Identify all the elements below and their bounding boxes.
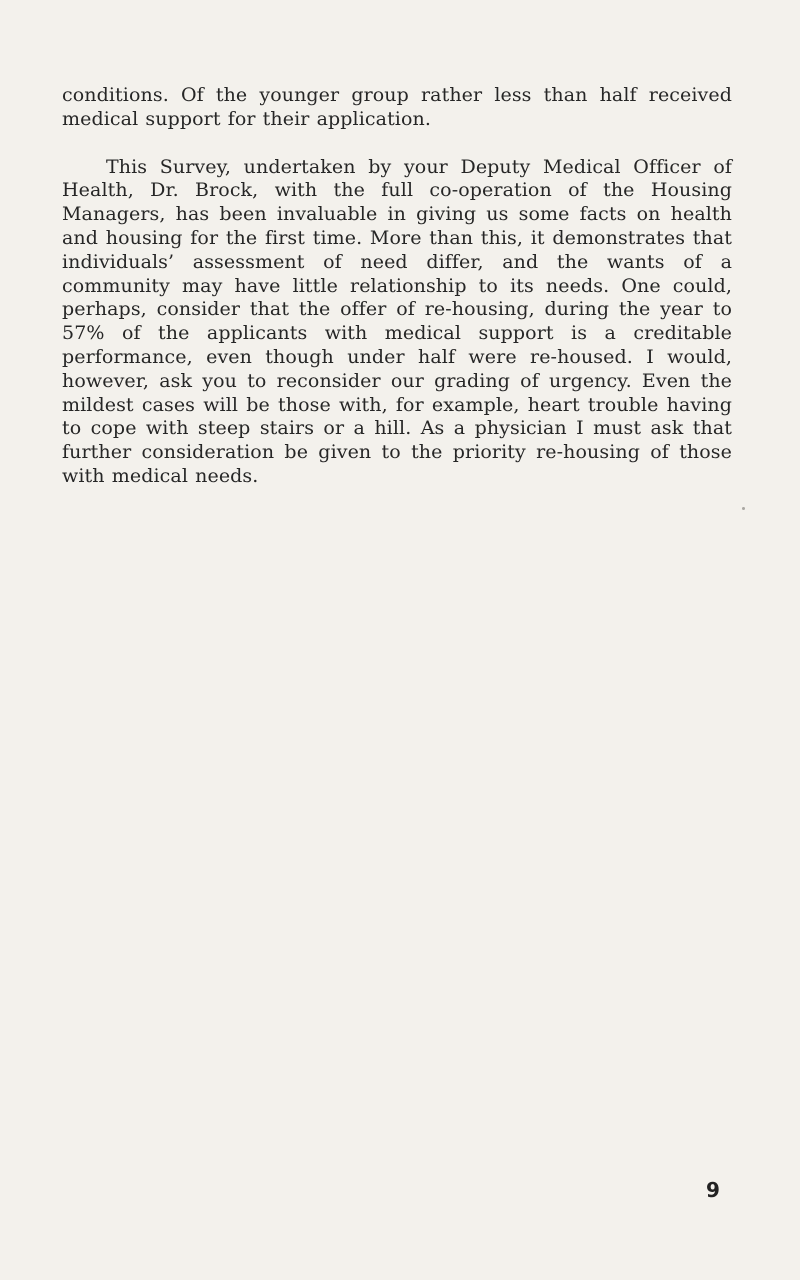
paragraph-survey: This Survey, undertaken by your Deputy Medical Officer of Health, Dr. Brock, with the full co-operation of the Housing Managers, has been invaluable in giving us some facts on health and housing for the first time. More than this, it demonstrates that individuals’ assessment of need differ, and the wants of a community may have little relationship to its needs. One could, perhaps, consider that the offer of re-housing, during the year to 57% of the applicants with medical support is a creditable performance, even though under half were re-housed. I would, however, ask you to reconsider our grading of urgency. Even the mildest cases will be those with, for example, heart trouble having to cope with steep stairs or a hill. As a physician I must ask that further consideration be given to the priority re-housing of those with medical needs. (62, 155, 732, 487)
paragraph-continuation: conditions. Of the younger group rather less than half received medical support for their application. (62, 84, 732, 130)
body-text (62, 84, 732, 489)
page-number: 9 (706, 1178, 720, 1202)
paper-speck (742, 507, 745, 510)
